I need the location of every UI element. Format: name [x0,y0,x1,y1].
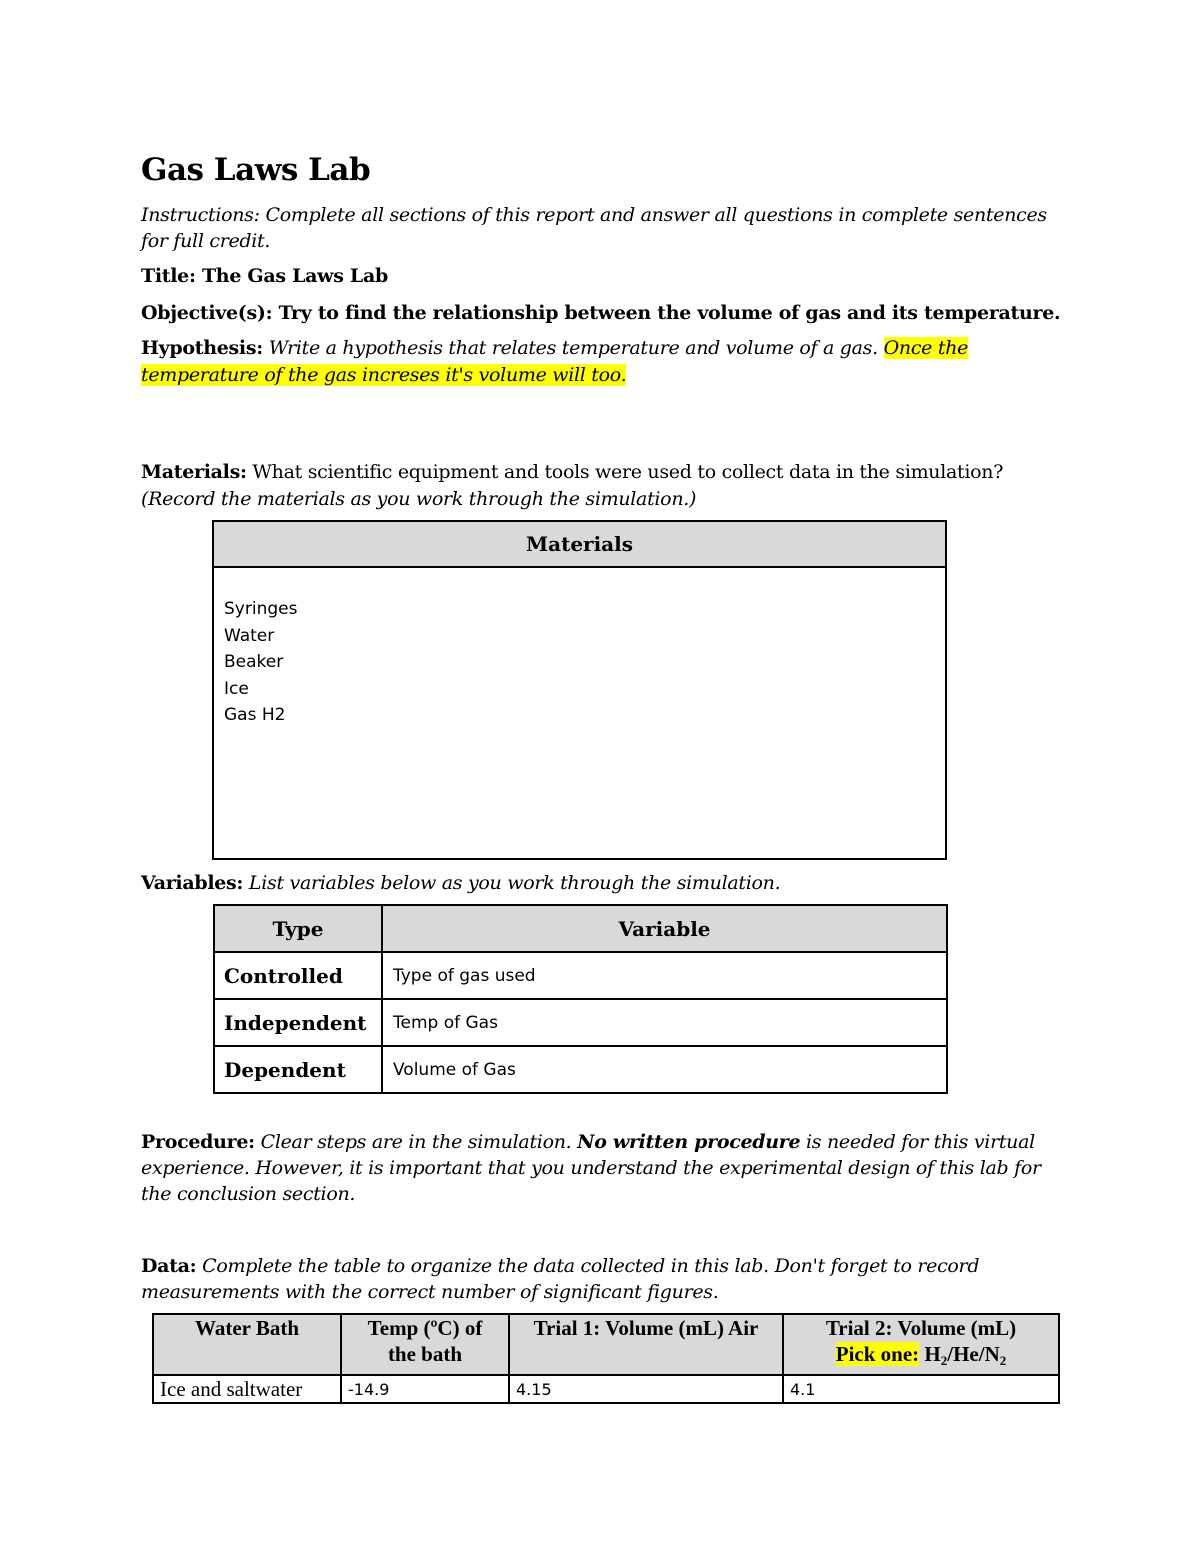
water-bath-cell[interactable]: Ice and saltwater [153,1375,341,1403]
procedure-text-a: Clear steps are in the simulation. [254,1131,578,1153]
hypothesis-line-2 [141,362,626,388]
variables-instruction: List variables below as you work through the simulation. [243,872,781,894]
procedure-text-b: is needed for this virtual [800,1131,1035,1153]
temp-cell[interactable]: -14.9 [341,1375,509,1403]
variables-label: Variables: [141,872,244,894]
data-header-trial-2-line-2 [784,1341,1058,1374]
trial-2-cell[interactable]: 4.1 [783,1375,1059,1403]
objective [141,300,1060,326]
variable-type-cell: Independent [214,999,382,1046]
variables-table [213,904,948,1094]
objective-value: Try to find the relationship between the volume of gas and its temperature. [272,302,1061,324]
report-title-label: Title: [141,265,196,287]
material-item: Beaker [224,652,284,672]
gas-h-label: H [919,1342,941,1366]
data-header-trial-2 [783,1314,1059,1375]
data-header-temp-line-1: Temp (ºC) of [367,1316,483,1340]
variables-prompt [141,870,780,896]
variable-value-cell[interactable]: Volume of Gas [382,1046,947,1093]
table-row [214,952,947,999]
variable-value-cell[interactable]: Temp of Gas [382,999,947,1046]
report-title [141,263,388,289]
gas-h-subscript: 2 [940,1353,948,1368]
data-instruction: Complete the table to organize the data collected in this lab. Don't forget to record [196,1255,980,1277]
variable-type-cell: Controlled [214,952,382,999]
material-item: Water [224,625,275,646]
variable-type-cell: Dependent [214,1046,382,1093]
data-header-temp [341,1314,509,1375]
data-header-trial-1: Trial 1: Volume (mL) Air [509,1314,783,1375]
materials-prompt [141,459,1003,485]
data-header-water-bath: Water Bath [153,1314,341,1375]
procedure-line-2: experience. However, it is important that you understand the experimental design of this lab for [141,1157,1041,1179]
procedure-label: Procedure: [141,1131,255,1153]
variable-value-cell[interactable]: Type of gas used [382,952,947,999]
gas-n-subscript: 2 [999,1353,1007,1368]
hypothesis-answer-start: Once the [883,337,969,359]
instructions-line-1: Instructions: Complete all sections of this report and answer all questions in complete sentences [141,204,1047,226]
objective-label: Objective(s): [141,302,273,324]
procedure-bold: No written procedure [577,1131,801,1153]
data-line-2: measurements with the correct number of significant figures. [141,1281,719,1303]
procedure-line-3: the conclusion section. [141,1183,356,1205]
variables-header-variable: Variable [382,905,947,952]
data-line-1 [141,1253,979,1279]
variables-header-type: Type [214,905,382,952]
hypothesis-label: Hypothesis: [141,337,263,359]
hypothesis-line-1 [141,335,968,361]
material-item: Syringes [224,599,298,619]
report-title-value: The Gas Laws Lab [195,265,388,287]
materials-table-header: Materials [213,521,946,567]
pick-one-label: Pick one: [835,1342,920,1366]
materials-label: Materials: [141,461,247,483]
materials-table [212,520,947,860]
table-row [153,1375,1059,1403]
table-row [214,1046,947,1093]
data-table [152,1313,1060,1404]
gas-he-n-label: /He/N [947,1342,1000,1366]
data-header-trial-2-line-1: Trial 2: Volume (mL) [825,1316,1017,1340]
data-label: Data: [141,1255,197,1277]
material-item: Ice [224,678,249,699]
trial-1-cell[interactable]: 4.15 [509,1375,783,1403]
hypothesis-prompt: Write a hypothesis that relates temperature and volume of a gas. [262,337,878,359]
materials-note: (Record the materials as you work through the simulation.) [141,488,697,510]
materials-list-cell[interactable] [213,567,946,859]
table-row [214,999,947,1046]
hypothesis-answer-end: temperature of the gas increses it's volume will too. [141,364,627,386]
materials-question: What scientific equipment and tools were used to collect data in the simulation? [246,461,1004,483]
material-item: Gas H2 [224,705,286,725]
instructions-line-2: for full credit. [141,230,271,252]
data-header-temp-line-2: the bath [387,1342,463,1366]
procedure-line-1 [141,1129,1035,1155]
page-title: Gas Laws Lab [141,152,371,188]
